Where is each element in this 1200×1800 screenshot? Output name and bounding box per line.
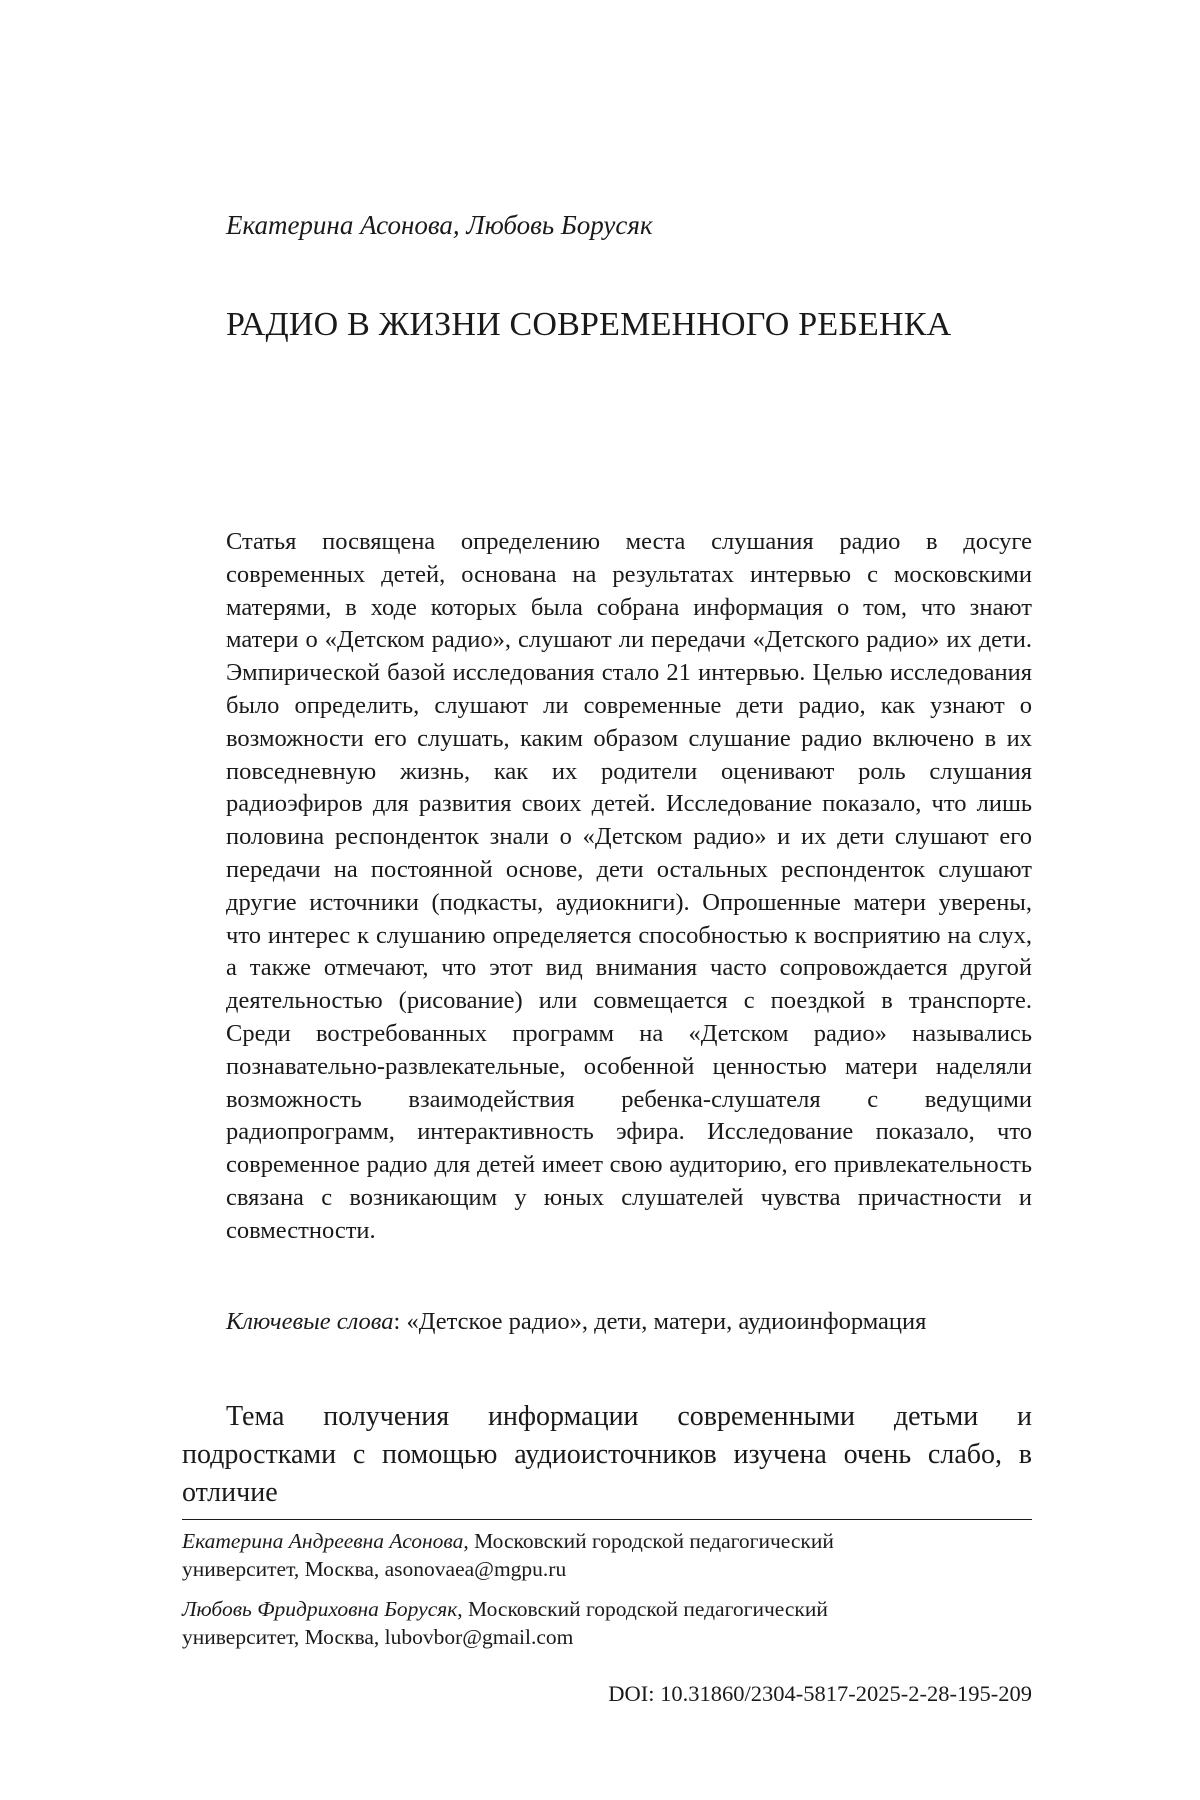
keywords-line — [226, 1306, 1032, 1338]
footnote-author-1-affiliation: , Московский городской педагогический университет, Москва, asonovaea@mgpu.ru — [182, 1529, 834, 1581]
article-abstract: Статья посвящена определению места слушания радио в досуге современных детей, основана на результатах интервью с московскими матерями, в ходе которых была собрана информация о том, что знают матери о «Детском радио», слушают ли передачи «Детского радио» их дети. Эмпирической базой исследования стало 21 интервью. Целью исследования было определить, слушают ли современные дети радио, как узнают о возможности его слушать, каким образом слушание радио включено в их повседневную жизнь, как их родители оценивают роль слушания радиоэфиров для развития своих детей. Исследование показало, что лишь половина респонденток знали о «Детском радио» и их дети слушают его передачи на постоянной основе, дети остальных респонденток слушают другие источники (подкасты, аудиокниги). Опрошенные матери уверены, что интерес к слушанию определяется способностью к восприятию на слух, а также отмечают, что этот вид внимания часто сопровождается другой деятельностью (рисование) или совмещается с поездкой в транспорте. Среди востребованных программ на «Детском радио» назывались познавательно-развлекательные, особенной ценностью матери наделяли возможность взаимодействия ребенка-слушателя с ведущими радиопрограмм, интерактивность эфира. Исследование показало, что современное радио для детей имеет свою аудиторию, его привлекательность связана с возникающим у юных слушателей чувства причастности и совместности. — [226, 528, 1032, 1244]
footnote-author-2 — [182, 1595, 902, 1651]
footnote-author-1-name: Екатерина Андреевна Асонова — [182, 1529, 464, 1553]
doi-line: DOI: 10.31860/2304-5817-2025-2-28-195-209 — [608, 1681, 1032, 1706]
article-authors: Екатерина Асонова, Любовь Борусяк — [226, 210, 653, 240]
footnote-author-2-name: Любовь Фридриховна Борусяк — [182, 1597, 458, 1621]
body-paragraph: Тема получения информации современными детьми и подростками с помощью аудиоисточников изучена очень слабо, в отличие — [182, 1401, 1032, 1508]
article-title: РАДИО В ЖИЗНИ СОВРЕМЕННОГО РЕБЕНКА — [226, 306, 952, 343]
keywords-label: Ключевые слова — [226, 1308, 394, 1335]
footnote-divider — [182, 1519, 1032, 1520]
footnote-author-2-affiliation: , Московский городской педагогический университет, Москва, lubovbor@gmail.com — [182, 1597, 828, 1649]
keywords-text: : «Детское радио», дети, матери, аудиоинформация — [393, 1308, 927, 1335]
footnote-author-1 — [182, 1527, 902, 1583]
